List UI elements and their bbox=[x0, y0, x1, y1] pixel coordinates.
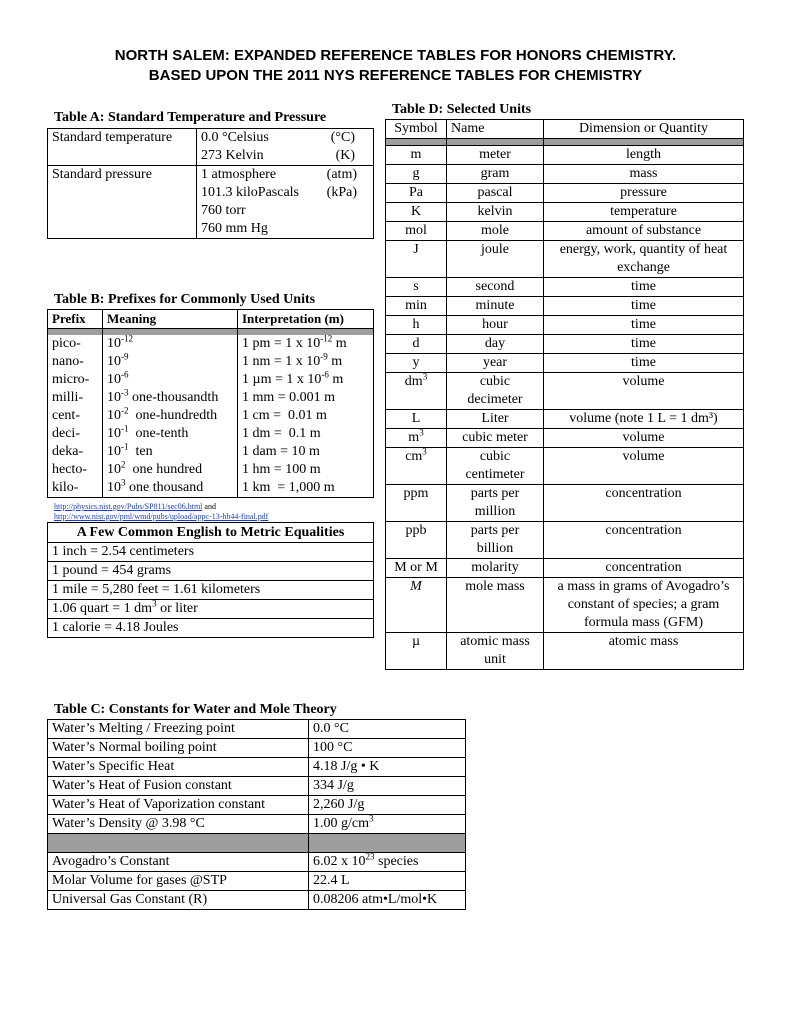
constant-value bbox=[309, 758, 466, 777]
interpretation-cell bbox=[238, 479, 374, 498]
interp-text: 1 hm = 100 m bbox=[242, 462, 321, 477]
table-d-header: Dimension or Quantity bbox=[544, 120, 744, 139]
table-b-header: Meaning bbox=[103, 310, 238, 329]
constant-value bbox=[309, 739, 466, 758]
constant-name: Avogadro’s Constant bbox=[48, 853, 309, 872]
interpretation-cell bbox=[238, 461, 374, 479]
symbol-exponent: 3 bbox=[419, 427, 424, 438]
meaning-exponent: -6 bbox=[121, 369, 129, 380]
unit-dimension: atomic mass bbox=[544, 633, 744, 670]
table-d-row bbox=[386, 559, 744, 578]
table-a-cell bbox=[197, 129, 374, 166]
meaning-base: 10 bbox=[107, 408, 121, 423]
interp-unit: m bbox=[332, 336, 347, 351]
value-exponent: 23 bbox=[365, 851, 375, 862]
equality-row bbox=[48, 562, 374, 581]
meaning-cell bbox=[103, 461, 238, 479]
unit-name: mole mass bbox=[447, 578, 544, 633]
constant-name: Water’s Specific Heat bbox=[48, 758, 309, 777]
symbol-text: J bbox=[413, 242, 419, 257]
symbol-exponent: 3 bbox=[422, 446, 427, 457]
equality-tail: or liter bbox=[156, 601, 198, 616]
interpretation-cell bbox=[238, 335, 374, 353]
table-a-value: 760 mm Hg bbox=[201, 221, 268, 236]
meaning-word: one hundred bbox=[125, 462, 203, 477]
interp-exponent: -6 bbox=[321, 369, 329, 380]
constant-value bbox=[309, 777, 466, 796]
table-b-header: Interpretation (m) bbox=[238, 310, 374, 329]
table-d-row bbox=[386, 522, 744, 559]
english-metric-table bbox=[47, 542, 374, 638]
symbol-text: m bbox=[408, 430, 420, 445]
unit-dimension: concentration bbox=[544, 559, 744, 578]
unit-dimension: time bbox=[544, 316, 744, 335]
constant-value bbox=[309, 891, 466, 910]
table-a-cell bbox=[197, 166, 374, 239]
table-d-header: Symbol bbox=[386, 120, 447, 139]
table-d-row bbox=[386, 354, 744, 373]
unit-dimension: energy, work, quantity of heat exchange bbox=[544, 241, 744, 278]
table-a-unit: (K) bbox=[335, 148, 355, 163]
symbol-text: M bbox=[410, 579, 422, 594]
symbol-text: L bbox=[411, 411, 421, 426]
table-d-row bbox=[386, 373, 744, 410]
meaning-word: one-tenth bbox=[128, 426, 189, 441]
table-d-row bbox=[386, 316, 744, 335]
meaning-base: 10 bbox=[107, 372, 121, 387]
constant-value bbox=[309, 720, 466, 739]
interp-text: 1 nm = 1 x 10 bbox=[242, 354, 321, 369]
equality-text: 1 pound = 454 grams bbox=[52, 563, 172, 578]
constant-value bbox=[309, 815, 466, 834]
value-text: 2,260 J/g bbox=[313, 797, 365, 812]
prefix-cell: deka- bbox=[48, 443, 103, 461]
unit-symbol bbox=[386, 522, 447, 559]
equality-text: 1 calorie = 4.18 Joules bbox=[52, 620, 179, 635]
constant-name: Water’s Normal boiling point bbox=[48, 739, 309, 758]
unit-symbol bbox=[386, 429, 447, 448]
unit-name: kelvin bbox=[447, 203, 544, 222]
symbol-text: dm bbox=[404, 374, 423, 389]
interp-text: 1 cm = 0.01 m bbox=[242, 408, 327, 423]
prefix-cell: milli- bbox=[48, 389, 103, 407]
table-c-divider bbox=[48, 834, 466, 853]
nist-link-2[interactable]: http://www.nist.gov/pml/wmd/pubs/upload/appc-13-hb44-final.pdf bbox=[54, 512, 269, 521]
unit-symbol bbox=[386, 278, 447, 297]
constant-name: Molar Volume for gases @STP bbox=[48, 872, 309, 891]
equality-row bbox=[48, 543, 374, 562]
meaning-base: 10 bbox=[107, 426, 121, 441]
interp-exponent: -12 bbox=[320, 333, 333, 344]
table-d-row bbox=[386, 203, 744, 222]
unit-dimension: time bbox=[544, 354, 744, 373]
value-text: 0.08206 atm•L/mol•K bbox=[313, 892, 438, 907]
table-d-row bbox=[386, 448, 744, 485]
equality-cell bbox=[48, 562, 374, 581]
constant-name: Universal Gas Constant (R) bbox=[48, 891, 309, 910]
unit-name: year bbox=[447, 354, 544, 373]
unit-dimension: volume bbox=[544, 373, 744, 410]
value-text: 100 °C bbox=[313, 740, 353, 755]
table-d-row bbox=[386, 165, 744, 184]
table-c-row bbox=[48, 739, 466, 758]
unit-symbol bbox=[386, 354, 447, 373]
interp-text: 1 µm = 1 x 10 bbox=[242, 372, 322, 387]
prefix-cell: deci- bbox=[48, 425, 103, 443]
equality-row bbox=[48, 619, 374, 638]
symbol-text: µ bbox=[411, 634, 421, 649]
table-a-value: 760 torr bbox=[201, 203, 246, 218]
unit-name: cubic meter bbox=[447, 429, 544, 448]
value-text: 334 J/g bbox=[313, 778, 354, 793]
unit-name: pascal bbox=[447, 184, 544, 203]
table-c-row bbox=[48, 872, 466, 891]
meaning-cell bbox=[103, 335, 238, 353]
unit-name: second bbox=[447, 278, 544, 297]
unit-symbol bbox=[386, 633, 447, 670]
table-a-unit: (atm) bbox=[326, 167, 357, 182]
value-text: 6.02 x 10 bbox=[313, 854, 366, 869]
nist-link-1[interactable]: http://physics.nist.gov/Pubs/SP811/sec06.html bbox=[54, 502, 203, 511]
symbol-text: Pa bbox=[409, 185, 423, 200]
unit-dimension: time bbox=[544, 297, 744, 316]
unit-name: minute bbox=[447, 297, 544, 316]
symbol-text: m bbox=[410, 147, 422, 162]
table-c bbox=[47, 719, 466, 910]
meaning-cell bbox=[103, 407, 238, 425]
unit-symbol bbox=[386, 222, 447, 241]
page-header bbox=[0, 46, 791, 86]
unit-symbol bbox=[386, 165, 447, 184]
symbol-text: g bbox=[412, 166, 420, 181]
meaning-exponent: -9 bbox=[121, 351, 129, 362]
value-text: 0.0 °C bbox=[313, 721, 349, 736]
unit-symbol bbox=[386, 373, 447, 410]
table-d bbox=[385, 119, 744, 670]
meaning-cell bbox=[103, 443, 238, 461]
interpretation-cell bbox=[238, 353, 374, 371]
meaning-base: 10 bbox=[107, 462, 121, 477]
table-c-row bbox=[48, 720, 466, 739]
unit-dimension: length bbox=[544, 146, 744, 165]
equality-exponent: 3 bbox=[152, 598, 157, 609]
unit-name: cubic decimeter bbox=[447, 373, 544, 410]
constant-name: Water’s Heat of Vaporization constant bbox=[48, 796, 309, 815]
interpretation-cell bbox=[238, 371, 374, 389]
constant-value bbox=[309, 853, 466, 872]
english-metric-title: A Few Common English to Metric Equalities bbox=[47, 522, 374, 543]
table-a-row-name: Standard temperature bbox=[48, 129, 197, 166]
unit-name: molarity bbox=[447, 559, 544, 578]
symbol-text: K bbox=[410, 204, 422, 219]
equality-cell bbox=[48, 581, 374, 600]
table-b-title: Table B: Prefixes for Commonly Used Units bbox=[54, 292, 316, 307]
meaning-base: 10 bbox=[107, 336, 121, 351]
table-b-row bbox=[48, 425, 374, 443]
meaning-exponent: -1 bbox=[121, 423, 129, 434]
unit-dimension: concentration bbox=[544, 522, 744, 559]
unit-dimension: amount of substance bbox=[544, 222, 744, 241]
meaning-word: ten bbox=[128, 444, 153, 459]
unit-dimension: volume (note 1 L = 1 dm³) bbox=[544, 410, 744, 429]
meaning-exponent: -1 bbox=[121, 441, 129, 452]
constant-name: Water’s Heat of Fusion constant bbox=[48, 777, 309, 796]
table-a-value: 1 atmosphere bbox=[201, 167, 277, 182]
meaning-base: 10 bbox=[107, 354, 121, 369]
unit-dimension: time bbox=[544, 335, 744, 354]
unit-symbol bbox=[386, 335, 447, 354]
unit-symbol bbox=[386, 316, 447, 335]
table-d-row bbox=[386, 222, 744, 241]
symbol-text: cm bbox=[405, 449, 423, 464]
unit-name: atomic mass unit bbox=[447, 633, 544, 670]
constant-value bbox=[309, 796, 466, 815]
table-d-title: Table D: Selected Units bbox=[392, 102, 532, 117]
unit-name: mole bbox=[447, 222, 544, 241]
equality-row bbox=[48, 600, 374, 619]
table-a-title: Table A: Standard Temperature and Pressure bbox=[54, 110, 327, 125]
unit-name: joule bbox=[447, 241, 544, 278]
meaning-word: one-thousandth bbox=[128, 390, 219, 405]
unit-dimension: time bbox=[544, 278, 744, 297]
equality-row bbox=[48, 581, 374, 600]
table-a-value: 101.3 kiloPascals bbox=[201, 185, 299, 200]
table-a-unit: (°C) bbox=[330, 130, 355, 145]
table-b-row bbox=[48, 389, 374, 407]
table-d-row bbox=[386, 278, 744, 297]
interpretation-cell bbox=[238, 443, 374, 461]
table-d-row bbox=[386, 241, 744, 278]
table-b-row bbox=[48, 479, 374, 498]
symbol-text: ppm bbox=[403, 486, 429, 501]
unit-symbol bbox=[386, 146, 447, 165]
equality-text: 1 inch = 2.54 centimeters bbox=[52, 544, 195, 559]
unit-dimension: volume bbox=[544, 448, 744, 485]
symbol-text: ppb bbox=[405, 523, 427, 538]
prefix-cell: kilo- bbox=[48, 479, 103, 498]
interp-text: 1 mm = 0.001 m bbox=[242, 390, 336, 405]
table-c-row bbox=[48, 815, 466, 834]
unit-name: meter bbox=[447, 146, 544, 165]
meaning-word: one-hundredth bbox=[128, 408, 218, 423]
unit-symbol bbox=[386, 203, 447, 222]
symbol-text: s bbox=[413, 279, 419, 294]
table-a-value: 0.0 °Celsius bbox=[201, 130, 269, 145]
meaning-exponent: 2 bbox=[121, 459, 126, 470]
table-c-row bbox=[48, 796, 466, 815]
table-c-row bbox=[48, 758, 466, 777]
table-d-row bbox=[386, 184, 744, 203]
unit-symbol bbox=[386, 485, 447, 522]
unit-name: parts per million bbox=[447, 485, 544, 522]
unit-symbol bbox=[386, 410, 447, 429]
value-text: 22.4 L bbox=[313, 873, 350, 888]
unit-dimension: a mass in grams of Avogadro’s constant of species; a gram formula mass (GFM) bbox=[544, 578, 744, 633]
reference-links bbox=[54, 502, 268, 522]
table-c-row bbox=[48, 891, 466, 910]
equality-text: 1.06 quart = 1 dm bbox=[52, 601, 153, 616]
table-b-row bbox=[48, 461, 374, 479]
symbol-text: min bbox=[405, 298, 427, 313]
meaning-cell bbox=[103, 371, 238, 389]
unit-name: gram bbox=[447, 165, 544, 184]
symbol-text: h bbox=[412, 317, 420, 332]
header-line-2: BASED UPON THE 2011 NYS REFERENCE TABLES FOR CHEMISTRY bbox=[148, 67, 643, 84]
interpretation-cell bbox=[238, 389, 374, 407]
equality-cell bbox=[48, 600, 374, 619]
interp-text: 1 dm = 0.1 m bbox=[242, 426, 321, 441]
link-and: and bbox=[202, 502, 216, 511]
table-b-row bbox=[48, 407, 374, 425]
table-a-row-name: Standard pressure bbox=[48, 166, 197, 239]
interp-text: 1 km = 1,000 m bbox=[242, 480, 335, 495]
meaning-word: one thousand bbox=[125, 480, 204, 495]
table-a bbox=[47, 128, 374, 239]
interpretation-cell bbox=[238, 425, 374, 443]
table-d-row bbox=[386, 146, 744, 165]
unit-symbol bbox=[386, 297, 447, 316]
prefix-cell: pico- bbox=[48, 335, 103, 353]
meaning-cell bbox=[103, 425, 238, 443]
table-d-row bbox=[386, 429, 744, 448]
table-b-row bbox=[48, 353, 374, 371]
table-d-row bbox=[386, 633, 744, 670]
equality-cell bbox=[48, 543, 374, 562]
unit-name: day bbox=[447, 335, 544, 354]
table-c-title: Table C: Constants for Water and Mole Theory bbox=[54, 702, 337, 717]
table-b-row bbox=[48, 443, 374, 461]
meaning-base: 10 bbox=[107, 444, 121, 459]
table-d-row bbox=[386, 410, 744, 429]
meaning-cell bbox=[103, 353, 238, 371]
value-text: 4.18 J/g • K bbox=[313, 759, 380, 774]
constant-name: Water’s Melting / Freezing point bbox=[48, 720, 309, 739]
unit-symbol bbox=[386, 241, 447, 278]
interp-exponent: -9 bbox=[320, 351, 328, 362]
unit-symbol bbox=[386, 448, 447, 485]
prefix-cell: nano- bbox=[48, 353, 103, 371]
table-d-row bbox=[386, 335, 744, 354]
meaning-base: 10 bbox=[107, 480, 121, 495]
table-c-row bbox=[48, 853, 466, 872]
value-exponent: 3 bbox=[369, 813, 374, 824]
meaning-exponent: -3 bbox=[121, 387, 129, 398]
table-d-row bbox=[386, 485, 744, 522]
prefix-cell: hecto- bbox=[48, 461, 103, 479]
table-d-row bbox=[386, 297, 744, 316]
unit-symbol bbox=[386, 578, 447, 633]
unit-dimension: mass bbox=[544, 165, 744, 184]
interp-unit: m bbox=[328, 372, 344, 387]
symbol-text: y bbox=[412, 355, 420, 370]
table-b-row bbox=[48, 335, 374, 353]
symbol-text: mol bbox=[405, 223, 427, 238]
interp-text: 1 pm = 1 x 10 bbox=[242, 336, 321, 351]
symbol-exponent: 3 bbox=[422, 371, 428, 382]
prefix-cell: cent- bbox=[48, 407, 103, 425]
value-text: 1.00 g/cm bbox=[313, 816, 369, 831]
table-d-row bbox=[386, 578, 744, 633]
meaning-base: 10 bbox=[107, 390, 121, 405]
prefix-cell: micro- bbox=[48, 371, 103, 389]
unit-name: Liter bbox=[447, 410, 544, 429]
unit-dimension: temperature bbox=[544, 203, 744, 222]
equality-text: 1 mile = 5,280 feet = 1.61 kilometers bbox=[52, 582, 261, 597]
unit-dimension: volume bbox=[544, 429, 744, 448]
table-a-value: 273 Kelvin bbox=[201, 148, 264, 163]
table-b-row bbox=[48, 371, 374, 389]
symbol-text: M or M bbox=[394, 560, 438, 575]
unit-dimension: concentration bbox=[544, 485, 744, 522]
table-a-unit: (kPa) bbox=[326, 185, 357, 200]
constant-name: Water’s Density @ 3.98 °C bbox=[48, 815, 309, 834]
unit-name: cubic centimeter bbox=[447, 448, 544, 485]
table-b-header: Prefix bbox=[48, 310, 103, 329]
table-d-header: Name bbox=[447, 120, 544, 139]
equality-cell bbox=[48, 619, 374, 638]
interpretation-cell bbox=[238, 407, 374, 425]
meaning-exponent: -2 bbox=[121, 405, 129, 416]
table-c-row bbox=[48, 777, 466, 796]
symbol-text: d bbox=[412, 336, 420, 351]
unit-name: hour bbox=[447, 316, 544, 335]
meaning-exponent: 3 bbox=[121, 477, 126, 488]
meaning-cell bbox=[103, 389, 238, 407]
unit-name: parts per billion bbox=[447, 522, 544, 559]
meaning-cell bbox=[103, 479, 238, 498]
unit-symbol bbox=[386, 559, 447, 578]
unit-symbol bbox=[386, 184, 447, 203]
interp-unit: m bbox=[327, 354, 343, 369]
interp-text: 1 dam = 10 m bbox=[242, 444, 320, 459]
meaning-exponent: -12 bbox=[121, 333, 133, 344]
header-line-1: NORTH SALEM: EXPANDED REFERENCE TABLES FOR HONORS CHEMISTRY. bbox=[114, 47, 677, 64]
unit-dimension: pressure bbox=[544, 184, 744, 203]
constant-value bbox=[309, 872, 466, 891]
table-b bbox=[47, 309, 374, 498]
value-tail: species bbox=[374, 854, 419, 869]
